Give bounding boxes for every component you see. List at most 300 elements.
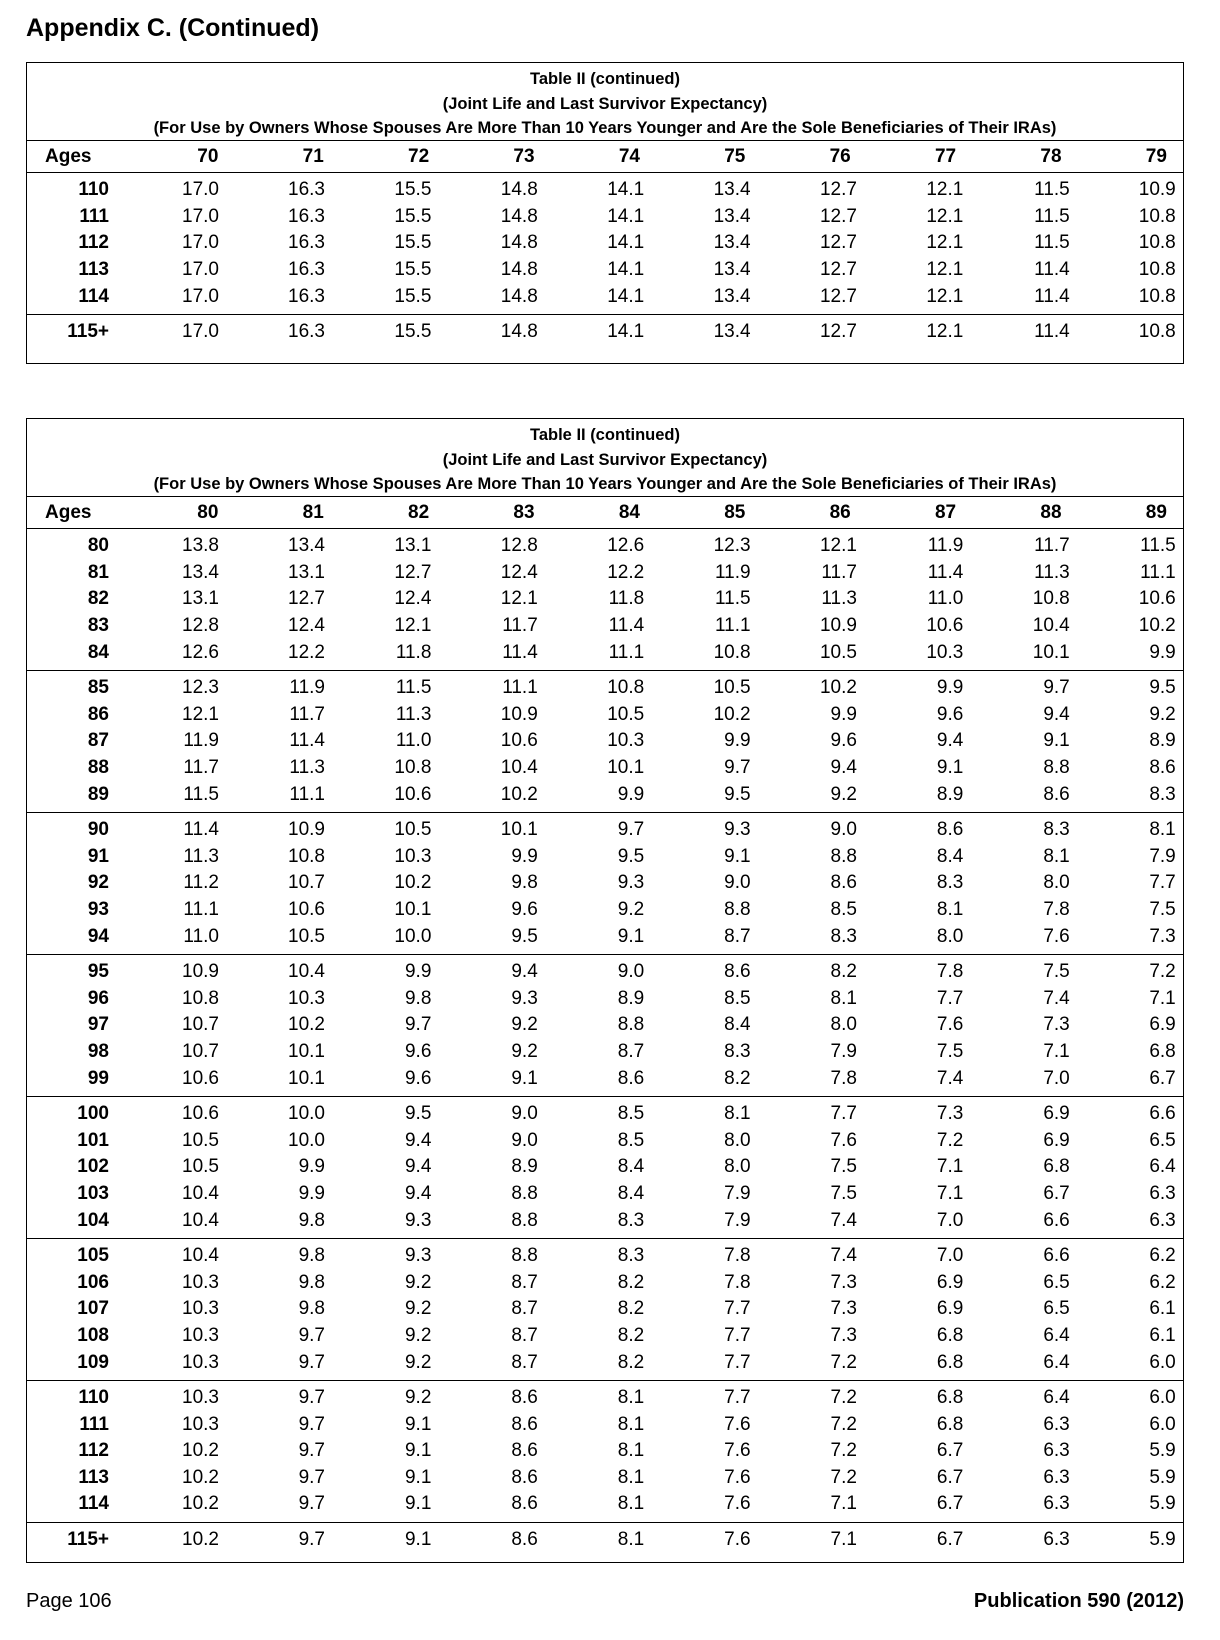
expectancy-value: 9.2 (404, 1298, 432, 1320)
expectancy-value: 10.4 (288, 961, 325, 983)
expectancy-value: 8.8 (511, 1209, 538, 1231)
expectancy-value: 9.4 (404, 1129, 432, 1151)
expectancy-value: 10.6 (288, 899, 325, 921)
table-row (27, 586, 1183, 613)
table-row (27, 283, 1183, 310)
expectancy-value: 12.4 (500, 561, 538, 583)
expectancy-value: 8.1 (936, 899, 964, 921)
expectancy-value: 8.7 (724, 925, 751, 947)
expectancy-value: 9.3 (404, 1209, 432, 1231)
expectancy-value: 8.2 (617, 1324, 645, 1346)
expectancy-value: 5.9 (1149, 1529, 1176, 1551)
expectancy-value: 11.9 (289, 677, 325, 699)
expectancy-value: 6.3 (1043, 1413, 1070, 1435)
row-age: 113 (78, 259, 109, 281)
expectancy-value: 10.2 (394, 872, 432, 894)
expectancy-value: 11.7 (183, 757, 219, 779)
expectancy-value: 10.8 (1138, 232, 1176, 254)
row-age: 109 (77, 1351, 109, 1373)
expectancy-value: 12.1 (500, 588, 538, 610)
expectancy-value: 10.7 (288, 872, 325, 894)
table-row (27, 923, 1183, 950)
expectancy-value: 12.1 (819, 535, 857, 557)
expectancy-value: 8.0 (936, 925, 964, 947)
expectancy-value: 8.3 (830, 925, 857, 947)
expectancy-value: 13.8 (182, 535, 219, 557)
expectancy-value: 6.9 (1149, 1014, 1176, 1036)
table-row (27, 533, 1183, 560)
expectancy-value: 6.9 (936, 1271, 964, 1293)
expectancy-value: 8.9 (511, 1156, 538, 1178)
expectancy-value: 8.7 (511, 1271, 538, 1293)
expectancy-value: 10.4 (500, 757, 538, 779)
expectancy-value: 10.3 (394, 845, 432, 867)
table-row (27, 844, 1183, 871)
expectancy-value: 8.1 (830, 987, 857, 1009)
expectancy-value: 7.5 (1149, 899, 1176, 921)
expectancy-value: 11.4 (1034, 259, 1070, 281)
table-row (27, 1438, 1183, 1465)
column-header-age-73: 73 (513, 145, 535, 167)
row-age: 106 (77, 1271, 109, 1293)
expectancy-value: 8.3 (724, 1040, 751, 1062)
expectancy-value: 12.3 (182, 677, 219, 699)
expectancy-value: 10.8 (1138, 259, 1176, 281)
expectancy-value: 7.8 (1043, 899, 1070, 921)
row-age: 97 (87, 1014, 109, 1036)
row-age: 95 (87, 961, 109, 983)
expectancy-value: 9.9 (404, 961, 432, 983)
expectancy-value: 11.1 (1140, 561, 1176, 583)
expectancy-value: 10.5 (713, 677, 751, 699)
expectancy-value: 6.9 (1043, 1129, 1070, 1151)
table-row (27, 204, 1183, 231)
expectancy-value: 8.6 (936, 819, 964, 841)
column-header-age-75: 75 (724, 145, 746, 167)
expectancy-value: 7.3 (830, 1324, 857, 1346)
table-row (27, 959, 1183, 986)
table-row (27, 781, 1183, 808)
expectancy-value: 9.1 (404, 1529, 432, 1551)
expectancy-value: 10.7 (182, 1040, 219, 1062)
expectancy-value: 11.0 (183, 925, 219, 947)
expectancy-value: 6.5 (1043, 1298, 1070, 1320)
row-age: 111 (79, 1413, 109, 1435)
expectancy-value: 8.7 (511, 1324, 538, 1346)
expectancy-value: 9.4 (936, 730, 964, 752)
expectancy-value: 7.2 (830, 1440, 857, 1462)
expectancy-value: 10.1 (394, 899, 432, 921)
expectancy-value: 12.1 (926, 321, 964, 343)
row-age: 108 (77, 1324, 109, 1346)
expectancy-value: 8.5 (617, 1129, 645, 1151)
table-row (27, 639, 1183, 666)
expectancy-value: 10.8 (1032, 588, 1070, 610)
expectancy-value: 9.2 (1149, 703, 1176, 725)
expectancy-value: 8.3 (617, 1209, 645, 1231)
table-row (27, 1154, 1183, 1181)
expectancy-value: 5.9 (1149, 1466, 1176, 1488)
row-age: 93 (87, 899, 109, 921)
expectancy-value: 11.8 (608, 588, 645, 610)
expectancy-value: 9.2 (511, 1014, 538, 1036)
expectancy-value: 10.1 (288, 1040, 325, 1062)
expectancy-value: 9.2 (404, 1271, 432, 1293)
row-group (27, 529, 1183, 671)
table-row (27, 1465, 1183, 1492)
expectancy-value: 7.6 (724, 1493, 751, 1515)
expectancy-value: 7.6 (724, 1440, 751, 1462)
expectancy-value: 10.3 (182, 1271, 219, 1293)
expectancy-value: 9.2 (511, 1040, 538, 1062)
expectancy-value: 14.1 (607, 321, 645, 343)
expectancy-value: 7.5 (936, 1040, 964, 1062)
expectancy-value: 6.1 (1149, 1324, 1176, 1346)
expectancy-value: 7.4 (936, 1067, 964, 1089)
expectancy-value: 9.7 (724, 757, 751, 779)
expectancy-value: 9.8 (298, 1209, 325, 1231)
expectancy-value: 9.6 (511, 899, 538, 921)
expectancy-value: 10.3 (182, 1387, 219, 1409)
expectancy-value: 11.4 (608, 615, 645, 637)
expectancy-value: 7.7 (936, 987, 964, 1009)
row-age: 113 (78, 1466, 109, 1488)
expectancy-value: 10.6 (1138, 588, 1176, 610)
expectancy-value: 8.1 (617, 1387, 645, 1409)
expectancy-value: 9.8 (298, 1271, 325, 1293)
expectancy-value: 6.1 (1149, 1298, 1176, 1320)
expectancy-value: 11.0 (927, 588, 964, 610)
expectancy-value: 7.2 (830, 1413, 857, 1435)
expectancy-value: 16.3 (288, 205, 325, 227)
expectancy-value: 5.9 (1149, 1440, 1176, 1462)
expectancy-value: 9.3 (404, 1245, 432, 1267)
expectancy-value: 8.6 (724, 961, 751, 983)
expectancy-value: 12.7 (819, 232, 857, 254)
expectancy-value: 8.4 (617, 1182, 645, 1204)
expectancy-value: 9.7 (617, 819, 645, 841)
expectancy-value: 13.4 (713, 285, 751, 307)
expectancy-value: 17.0 (182, 179, 219, 201)
table-row (27, 1039, 1183, 1066)
expectancy-value: 14.1 (607, 259, 645, 281)
expectancy-value: 11.9 (714, 561, 751, 583)
expectancy-value: 8.8 (1043, 757, 1070, 779)
expectancy-value: 6.8 (1149, 1040, 1176, 1062)
expectancy-value: 6.8 (936, 1413, 964, 1435)
expectancy-value: 13.4 (713, 321, 751, 343)
expectancy-value: 10.5 (394, 819, 432, 841)
table-row (27, 1181, 1183, 1208)
expectancy-value: 7.8 (936, 961, 964, 983)
expectancy-value: 8.1 (617, 1413, 645, 1435)
column-header-age-82: 82 (408, 501, 430, 523)
expectancy-value: 10.5 (182, 1156, 219, 1178)
expectancy-value: 8.2 (617, 1271, 645, 1293)
table-column-header (27, 497, 1183, 529)
row-age: 115+ (67, 1529, 109, 1551)
expectancy-value: 7.9 (724, 1182, 751, 1204)
column-header-age-80: 80 (197, 501, 219, 523)
expectancy-value: 10.3 (926, 641, 964, 663)
row-age: 103 (77, 1182, 109, 1204)
row-group (27, 1239, 1183, 1381)
expectancy-value: 9.5 (1149, 677, 1176, 699)
expectancy-value: 11.1 (289, 783, 325, 805)
expectancy-value: 12.1 (926, 205, 964, 227)
expectancy-value: 12.1 (394, 615, 432, 637)
table-row (27, 1385, 1183, 1412)
expectancy-value: 6.6 (1043, 1245, 1070, 1267)
row-age: 101 (77, 1129, 109, 1151)
expectancy-value: 10.4 (182, 1245, 219, 1267)
expectancy-value: 9.9 (617, 783, 645, 805)
expectancy-value: 9.0 (511, 1129, 538, 1151)
expectancy-value: 9.1 (404, 1413, 432, 1435)
expectancy-value: 9.6 (404, 1040, 432, 1062)
expectancy-value: 10.8 (607, 677, 645, 699)
table-title-line-3: (For Use by Owners Whose Spouses Are More Than 10 Years Younger and Are the Sole Beneficiaries of Their IRAs) (153, 475, 1057, 493)
expectancy-value: 8.1 (724, 1103, 751, 1125)
column-header-age-76: 76 (829, 145, 851, 167)
expectancy-value: 9.9 (298, 1182, 325, 1204)
table-row (27, 1491, 1183, 1518)
expectancy-value: 8.9 (617, 987, 645, 1009)
expectancy-value: 8.8 (830, 845, 857, 867)
expectancy-value: 12.7 (288, 588, 325, 610)
expectancy-value: 9.7 (298, 1413, 325, 1435)
expectancy-value: 9.9 (511, 845, 538, 867)
expectancy-value: 10.8 (713, 641, 751, 663)
table-row (27, 257, 1183, 284)
expectancy-value: 12.7 (394, 561, 432, 583)
expectancy-value: 12.8 (182, 615, 219, 637)
row-age: 84 (87, 641, 109, 663)
expectancy-value: 15.5 (394, 232, 432, 254)
expectancy-value: 7.1 (1043, 1040, 1070, 1062)
expectancy-value: 13.1 (182, 588, 219, 610)
expectancy-value: 8.7 (617, 1040, 645, 1062)
row-age: 115+ (67, 321, 109, 343)
expectancy-value: 7.9 (724, 1209, 751, 1231)
expectancy-value: 8.8 (511, 1245, 538, 1267)
expectancy-value: 8.0 (830, 1014, 857, 1036)
expectancy-value: 14.1 (607, 179, 645, 201)
expectancy-value: 7.7 (724, 1387, 751, 1409)
row-age: 102 (77, 1156, 109, 1178)
expectancy-value: 16.3 (288, 179, 325, 201)
expectancy-value: 7.3 (1043, 1014, 1070, 1036)
expectancy-value: 10.8 (1138, 285, 1176, 307)
expectancy-value: 9.4 (404, 1156, 432, 1178)
expectancy-value: 7.5 (830, 1156, 857, 1178)
expectancy-value: 9.4 (1043, 703, 1070, 725)
table-row (27, 1411, 1183, 1438)
expectancy-value: 6.0 (1149, 1387, 1176, 1409)
expectancy-value: 6.4 (1043, 1351, 1070, 1373)
table-body (27, 529, 1183, 1557)
table-row (27, 1296, 1183, 1323)
expectancy-value: 9.0 (617, 961, 645, 983)
table-row (27, 897, 1183, 924)
expectancy-value: 11.3 (821, 588, 857, 610)
expectancy-value: 12.6 (607, 535, 645, 557)
expectancy-value: 8.6 (617, 1067, 645, 1089)
expectancy-value: 7.3 (1149, 925, 1176, 947)
table-row (27, 230, 1183, 257)
column-header-age-86: 86 (829, 501, 851, 523)
expectancy-value: 7.1 (936, 1156, 964, 1178)
expectancy-value: 11.3 (1034, 561, 1070, 583)
row-age: 98 (87, 1040, 109, 1062)
expectancy-value: 6.8 (936, 1387, 964, 1409)
expectancy-value: 5.9 (1149, 1493, 1176, 1515)
table-column-header (27, 141, 1183, 173)
expectancy-value: 8.6 (511, 1466, 538, 1488)
expectancy-value: 8.4 (617, 1156, 645, 1178)
table-title (27, 419, 1183, 497)
expectancy-value: 7.3 (830, 1271, 857, 1293)
row-group (27, 315, 1183, 350)
ages-header: Ages (45, 501, 92, 523)
expectancy-value: 8.6 (1043, 783, 1070, 805)
table-row (27, 755, 1183, 782)
expectancy-value: 6.3 (1149, 1182, 1176, 1204)
expectancy-value: 8.5 (830, 899, 857, 921)
row-age: 110 (78, 179, 109, 201)
expectancy-value: 9.4 (404, 1182, 432, 1204)
expectancy-value: 8.1 (1043, 845, 1070, 867)
expectancy-value: 13.4 (713, 179, 751, 201)
expectancy-value: 10.9 (182, 961, 219, 983)
expectancy-value: 10.3 (182, 1298, 219, 1320)
expectancy-value: 10.2 (713, 703, 751, 725)
expectancy-value: 9.1 (511, 1067, 538, 1089)
expectancy-value: 12.8 (500, 535, 538, 557)
expectancy-value: 8.2 (724, 1067, 751, 1089)
column-header-age-74: 74 (618, 145, 640, 167)
expectancy-value: 7.2 (1149, 961, 1176, 983)
expectancy-value: 11.4 (1034, 321, 1070, 343)
column-header-age-77: 77 (934, 145, 957, 167)
expectancy-value: 6.3 (1043, 1466, 1070, 1488)
expectancy-value: 12.4 (288, 615, 325, 637)
expectancy-value: 9.3 (724, 819, 751, 841)
expectancy-value: 6.3 (1149, 1209, 1176, 1231)
expectancy-value: 11.1 (183, 899, 219, 921)
row-age: 99 (87, 1067, 109, 1089)
table-title-line-1: Table II (continued) (529, 70, 681, 88)
expectancy-value: 12.1 (926, 259, 964, 281)
table-row (27, 675, 1183, 702)
expectancy-value: 8.5 (617, 1103, 645, 1125)
expectancy-value: 7.0 (936, 1209, 964, 1231)
expectancy-value: 8.3 (1149, 783, 1176, 805)
row-age: 85 (87, 677, 109, 699)
expectancy-value: 9.9 (830, 703, 857, 725)
expectancy-value: 7.1 (936, 1182, 964, 1204)
expectancy-value: 9.7 (1043, 677, 1070, 699)
expectancy-value: 10.5 (288, 925, 325, 947)
expectancy-value: 11.4 (289, 730, 325, 752)
expectancy-value: 7.6 (936, 1014, 964, 1036)
expectancy-value: 17.0 (182, 285, 219, 307)
expectancy-value: 11.5 (395, 677, 432, 699)
expectancy-value: 11.5 (1034, 179, 1070, 201)
expectancy-value: 9.1 (936, 757, 964, 779)
expectancy-value: 10.4 (182, 1182, 219, 1204)
expectancy-value: 9.0 (511, 1103, 538, 1125)
expectancy-value: 14.8 (500, 321, 538, 343)
expectancy-value: 9.7 (298, 1351, 325, 1373)
expectancy-value: 9.0 (724, 872, 751, 894)
expectancy-value: 10.2 (182, 1440, 219, 1462)
expectancy-value: 7.2 (830, 1466, 857, 1488)
expectancy-value: 10.4 (1032, 615, 1070, 637)
expectancy-value: 14.1 (607, 205, 645, 227)
expectancy-value: 10.2 (500, 783, 538, 805)
expectancy-value: 10.8 (1138, 321, 1176, 343)
expectancy-value: 10.8 (182, 987, 219, 1009)
table-row (27, 1127, 1183, 1154)
expectancy-value: 12.1 (926, 232, 964, 254)
row-age: 111 (79, 205, 109, 227)
expectancy-value: 11.4 (183, 819, 219, 841)
column-header-age-81: 81 (302, 501, 324, 523)
expectancy-value: 11.0 (395, 730, 432, 752)
expectancy-value: 7.2 (936, 1129, 964, 1151)
expectancy-value: 9.9 (1149, 641, 1176, 663)
expectancy-value: 9.7 (298, 1466, 325, 1488)
expectancy-value: 7.4 (1043, 987, 1070, 1009)
expectancy-value: 10.1 (500, 819, 538, 841)
table-row (27, 1065, 1183, 1092)
table-row (27, 177, 1183, 204)
expectancy-value: 6.0 (1149, 1413, 1176, 1435)
expectancy-value: 9.1 (724, 845, 751, 867)
expectancy-value: 8.3 (936, 872, 964, 894)
expectancy-value: 14.1 (607, 285, 645, 307)
publication-label: Publication 590 (2012) (973, 1590, 1184, 1612)
expectancy-value: 9.8 (298, 1245, 325, 1267)
expectancy-value: 14.8 (500, 285, 538, 307)
expectancy-value: 6.2 (1149, 1245, 1176, 1267)
expectancy-value: 10.8 (1138, 205, 1176, 227)
life-expectancy-table-2 (26, 418, 1184, 1563)
expectancy-value: 6.6 (1043, 1209, 1070, 1231)
table-row (27, 1012, 1183, 1039)
table-row (27, 1349, 1183, 1376)
expectancy-value: 9.5 (511, 925, 538, 947)
table-title-line-2: (Joint Life and Last Survivor Expectancy) (442, 94, 768, 113)
expectancy-value: 17.0 (182, 321, 219, 343)
expectancy-value: 10.3 (182, 1413, 219, 1435)
table-row (27, 560, 1183, 587)
expectancy-value: 8.7 (511, 1351, 538, 1373)
expectancy-value: 10.6 (182, 1103, 219, 1125)
expectancy-value: 10.0 (394, 925, 432, 947)
expectancy-value: 14.8 (500, 232, 538, 254)
page-heading: Appendix C. (Continued) (26, 14, 320, 42)
expectancy-value: 8.1 (617, 1440, 645, 1462)
expectancy-value: 9.7 (298, 1493, 325, 1515)
expectancy-value: 10.3 (182, 1351, 219, 1373)
expectancy-value: 13.1 (288, 561, 325, 583)
expectancy-value: 7.0 (1043, 1067, 1070, 1089)
expectancy-value: 12.2 (288, 641, 325, 663)
row-group (27, 173, 1183, 315)
expectancy-value: 10.2 (1138, 615, 1176, 637)
